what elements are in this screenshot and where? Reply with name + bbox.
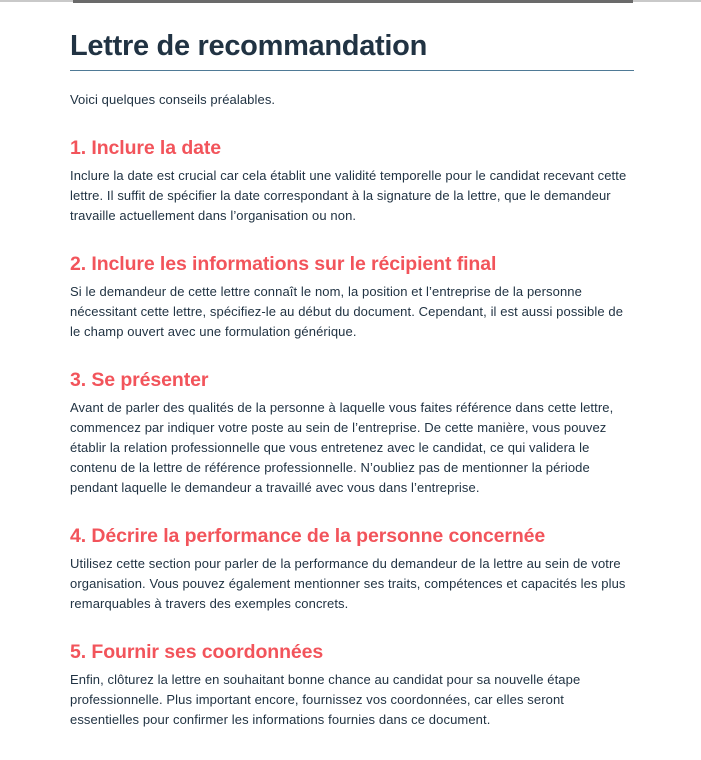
section-body: Inclure la date est crucial car cela établit une validité temporelle pour le candidat recevant cette lettre. Il suffit de spécifier la date correspondant à la signature de la lettre, que le demandeur travaille actuellement dans l’organisation ou non. <box>70 168 627 223</box>
tip-section <box>70 640 634 730</box>
section-body: Enfin, clôturez la lettre en souhaitant bonne chance au candidat pour sa nouvelle étape professionnelle. Plus important encore, fournissez vos coordonnées, car elles seront essentielles pour confirmer les informations fournies dans ce document. <box>70 672 581 727</box>
section-heading: 5. Fournir ses coordonnées <box>70 641 324 663</box>
section-heading: 4. Décrire la performance de la personne concernée <box>70 525 546 547</box>
section-heading: 1. Inclure la date <box>70 137 222 159</box>
page-title: Lettre de recommandation <box>70 30 427 62</box>
tip-section <box>70 368 634 498</box>
section-heading: 2. Inclure les informations sur le récipient final <box>70 253 497 275</box>
sections-container <box>70 136 634 730</box>
tip-section <box>70 136 634 226</box>
section-heading: 3. Se présenter <box>70 369 209 391</box>
section-body: Si le demandeur de cette lettre connaît le nom, la position et l’entreprise de la personne nécessitant cette lettre, spécifiez-le au début du document. Cependant, il est aussi possible de le champ ouvert avec une formulation générique. <box>70 284 624 339</box>
title-divider <box>70 70 634 71</box>
tip-section <box>70 524 634 614</box>
section-body: Avant de parler des qualités de la personne à laquelle vous faites référence dans cette lettre, commencez par indiquer votre poste au sein de l’entreprise. De cette manière, vous pouvez établir la relation professionnelle que vous entretenez avec le candidat, ce qui validera le contenu de la lettre de référence professionnelle. N’oubliez pas de mentionner la période pendant laquelle le demandeur a travaillé avec vous dans l’entreprise. <box>70 400 614 495</box>
section-body: Utilisez cette section pour parler de la performance du demandeur de la lettre au sein de votre organisation. Vous pouvez également mentionner ses traits, compétences et capacités les plus remarquables à travers des exemples concrets. <box>70 556 626 611</box>
tip-section <box>70 252 634 342</box>
intro-text: Voici quelques conseils préalables. <box>70 92 276 107</box>
